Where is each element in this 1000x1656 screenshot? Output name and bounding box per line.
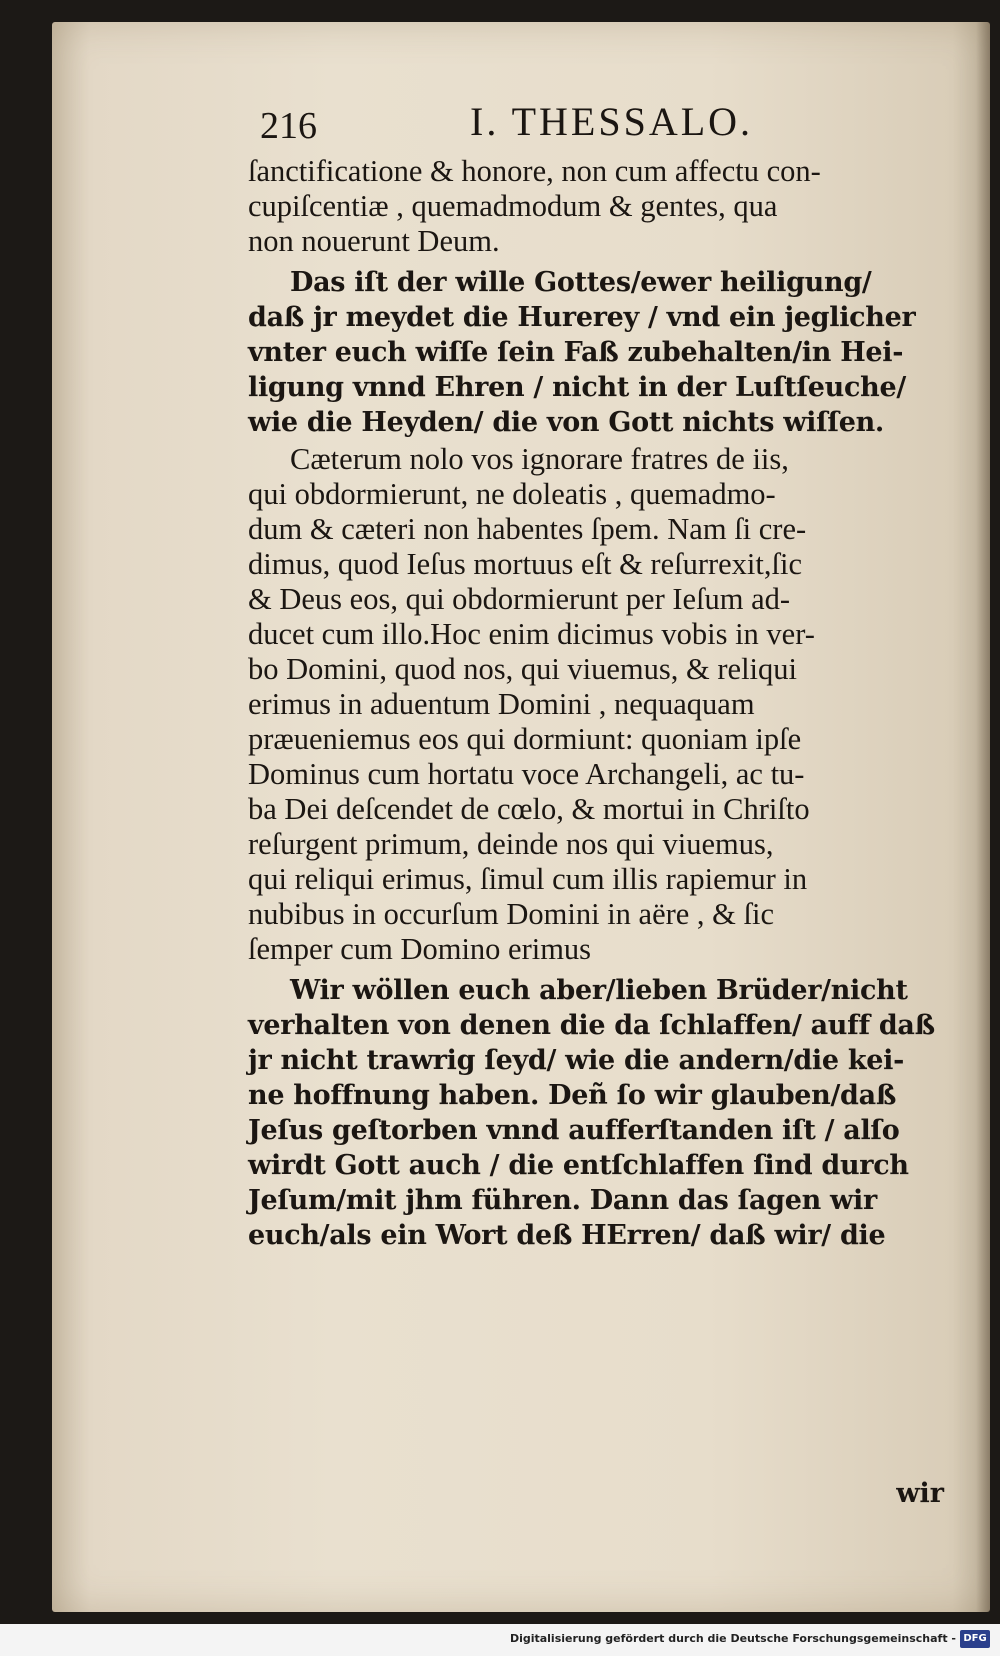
text-line: vnter euch wiſſe ſein Faß zubehalten/in Hei- [248, 337, 904, 368]
text-line: præueniemus eos qui dormiunt: quoniam ipſe [248, 722, 802, 756]
text-line: Jeſus geſtorben vnnd aufferſtanden iſt / alſo [248, 1115, 900, 1146]
text-block [248, 154, 956, 1253]
text-line: ducet cum illo.Hoc enim dicimus vobis in ver- [248, 617, 815, 651]
text-line: erimus in aduentum Domini , nequaquam [248, 687, 755, 721]
german-paragraph-2 [248, 973, 956, 1253]
text-line: qui obdormierunt, ne doleatis , quemadmo- [248, 477, 776, 511]
running-head [260, 86, 960, 156]
text-line: wie die Heyden/ die von Gott nichts wiſſen. [248, 407, 885, 438]
text-line: ſemper cum Domino erimus [248, 932, 592, 966]
dfg-logo: DFG [960, 1630, 990, 1648]
text-line: qui reliqui erimus, ſimul cum illis rapiemur in [248, 862, 808, 896]
text-line: verhalten von denen die da ſchlaffen/ auff daß [248, 1010, 935, 1041]
text-line: Jeſum/mit jhm führen. Dann das ſagen wir [248, 1185, 877, 1216]
text-line: jr nicht trawrig ſeyd/ wie die andern/die kei- [248, 1045, 904, 1076]
german-paragraph-1 [248, 265, 956, 440]
latin-paragraph-1 [248, 154, 956, 259]
text-line: ligung vnnd Ehren / nicht in der Luſtſeuche/ [248, 372, 906, 403]
text-line: Wir wöllen euch aber/lieben Brüder/nicht [290, 975, 908, 1006]
text-line: dum & cæteri non habentes ſpem. Nam ſi cre- [248, 512, 807, 546]
text-line: ba Dei deſcendet de cœlo, & mortui in Chriſto [248, 792, 810, 826]
text-line: non nouerunt Deum. [248, 224, 500, 258]
text-line: dimus, quod Ieſus mortuus eſt & reſurrexit,ſic [248, 547, 802, 581]
page-number: 216 [260, 105, 317, 147]
digitization-credit: Digitalisierung gefördert durch die Deutsche Forschungsgemeinschaft - [509, 1632, 956, 1645]
text-line: nubibus in occurſum Domini in aëre , & ſic [248, 897, 775, 931]
text-line: euch/als ein Wort deß HErren/ daß wir/ die [248, 1220, 886, 1251]
page-edge-shadow [976, 22, 990, 1612]
text-line: daß jr meydet die Hurerey / vnd ein jeglicher [248, 302, 916, 333]
text-line: bo Domini, quod nos, qui viuemus, & reliqui [248, 652, 797, 686]
text-line: & Deus eos, qui obdormierunt per Ieſum ad- [248, 582, 791, 616]
text-line: Dominus cum hortatu voce Archangeli, ac tu- [248, 757, 805, 791]
latin-paragraph-2 [248, 442, 956, 967]
text-line: Das iſt der wille Gottes/ewer heiligung/ [290, 267, 872, 298]
text-line: reſurgent primum, deinde nos qui viuemus, [248, 827, 774, 861]
text-line: cupiſcentiæ , quemadmodum & gentes, qua [248, 189, 778, 223]
text-line: Cæterum nolo vos ignorare fratres de iis, [290, 442, 789, 476]
text-line: wirdt Gott auch / die entſchlaffen ſind durch [248, 1150, 909, 1181]
text-line: ſanctificatione & honore, non cum affectu con- [248, 154, 821, 188]
catchword: wir [896, 1478, 944, 1509]
text-line: ne hoffnung haben. Deñ ſo wir glauben/daß [248, 1080, 897, 1111]
running-title: I. THESSALO. [470, 99, 754, 144]
